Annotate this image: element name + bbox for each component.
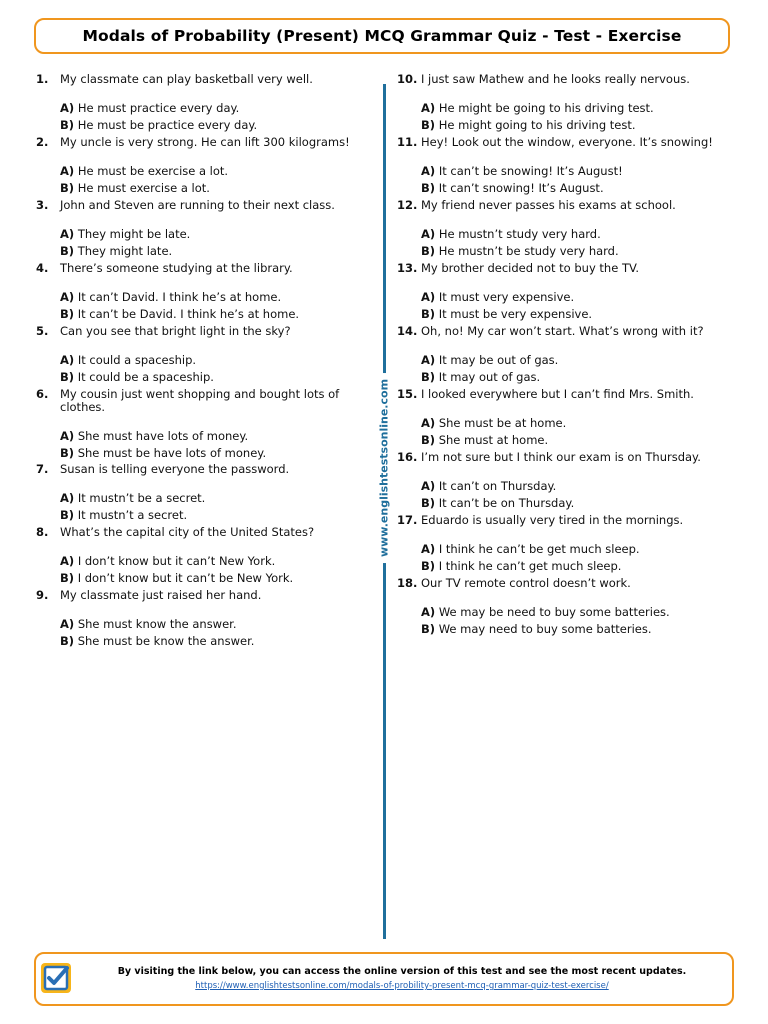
option-b[interactable] xyxy=(421,306,727,323)
option-a-text: We may be need to buy some batteries. xyxy=(438,605,670,619)
option-a-text: She must know the answer. xyxy=(77,617,237,631)
option-b-label: B) xyxy=(421,369,436,384)
option-a-label: A) xyxy=(60,290,75,304)
question-number: 17. xyxy=(397,513,418,527)
option-b-label: B) xyxy=(421,306,436,321)
option-a-label: A) xyxy=(421,164,436,178)
side-url: www.englishtestsonline.com xyxy=(378,373,391,563)
question-text: Oh, no! My car won’t start. What’s wrong with it? xyxy=(421,324,704,338)
question-9 xyxy=(36,589,366,652)
question-text: I looked everywhere but I can’t find Mrs. Smith. xyxy=(421,387,694,401)
option-b[interactable] xyxy=(60,369,366,386)
option-a-label: A) xyxy=(60,429,75,443)
option-a-text: He must practice every day. xyxy=(77,101,240,115)
option-a[interactable] xyxy=(421,415,727,432)
option-b-label: B) xyxy=(60,633,75,648)
option-b[interactable] xyxy=(421,180,727,197)
question-10 xyxy=(397,73,727,136)
options xyxy=(397,100,727,133)
question-row xyxy=(36,199,366,212)
option-b[interactable] xyxy=(60,570,366,587)
option-b-label: B) xyxy=(421,621,436,636)
option-b[interactable] xyxy=(60,633,366,650)
option-b-text: I don’t know but it can’t be New York. xyxy=(77,570,294,585)
option-a-label: A) xyxy=(421,605,436,619)
question-row xyxy=(397,136,727,149)
footer-link[interactable]: https://www.englishtestsonline.com/modals-of-probility-present-mcq-grammar-quiz-test-exercise/ xyxy=(195,981,609,991)
question-text: John and Steven are running to their next class. xyxy=(60,198,335,212)
option-a-text: It must very expensive. xyxy=(438,290,575,304)
question-number: 12. xyxy=(397,198,418,212)
option-a-label: A) xyxy=(421,101,436,115)
question-number: 15. xyxy=(397,387,418,401)
option-a[interactable] xyxy=(60,352,366,369)
option-b-label: B) xyxy=(421,243,436,258)
question-number: 1. xyxy=(36,72,49,86)
options xyxy=(36,616,366,649)
options xyxy=(397,604,727,637)
question-12 xyxy=(397,199,727,262)
option-a-text: It can’t on Thursday. xyxy=(438,479,557,493)
option-a[interactable] xyxy=(60,616,366,633)
option-b-label: B) xyxy=(60,369,75,384)
question-number: 11. xyxy=(397,135,418,149)
options xyxy=(36,352,366,385)
question-text: My classmate can play basketball very well. xyxy=(60,72,313,86)
question-text: Susan is telling everyone the password. xyxy=(60,462,290,476)
option-a[interactable] xyxy=(421,163,727,180)
options xyxy=(397,478,727,511)
option-b-label: B) xyxy=(60,306,75,321)
option-b[interactable] xyxy=(421,117,727,134)
options xyxy=(36,163,366,196)
option-b[interactable] xyxy=(60,180,366,197)
option-a-label: A) xyxy=(60,554,75,568)
options xyxy=(397,163,727,196)
option-b-text: It must be very expensive. xyxy=(438,306,593,321)
option-b-label: B) xyxy=(421,495,436,510)
option-b[interactable] xyxy=(60,117,366,134)
option-b-text: She must be know the answer. xyxy=(77,633,255,648)
question-18 xyxy=(397,577,727,640)
option-b[interactable] xyxy=(421,558,727,575)
option-b[interactable] xyxy=(421,369,727,386)
option-a-label: A) xyxy=(60,164,75,178)
options xyxy=(36,226,366,259)
question-row xyxy=(397,199,727,212)
question-text: My cousin just went shopping and bought lots of clothes. xyxy=(60,387,340,414)
left-column xyxy=(36,73,366,652)
option-a-text: It could a spaceship. xyxy=(77,353,197,367)
option-a[interactable] xyxy=(60,428,366,445)
option-b-text: He might going to his driving test. xyxy=(438,117,636,132)
option-a-text: It can’t David. I think he’s at home. xyxy=(77,290,282,304)
option-b-text: It may out of gas. xyxy=(438,369,541,384)
option-a-text: I don’t know but it can’t New York. xyxy=(77,554,276,568)
question-number: 10. xyxy=(397,72,418,86)
option-a-text: It mustn’t be a secret. xyxy=(77,491,206,505)
question-row xyxy=(397,262,727,275)
question-text: Hey! Look out the window, everyone. It’s snowing! xyxy=(421,135,713,149)
question-row xyxy=(397,577,727,590)
question-row xyxy=(36,526,366,539)
option-a[interactable] xyxy=(421,289,727,306)
option-a-label: A) xyxy=(60,491,75,505)
option-a[interactable] xyxy=(421,352,727,369)
option-a-text: I think he can’t be get much sleep. xyxy=(438,542,640,556)
question-1 xyxy=(36,73,366,136)
option-a-text: He must be exercise a lot. xyxy=(77,164,229,178)
question-17 xyxy=(397,514,727,577)
question-14 xyxy=(397,325,727,388)
option-a[interactable] xyxy=(60,163,366,180)
option-b-text: It can’t be David. I think he’s at home. xyxy=(77,306,300,321)
question-number: 18. xyxy=(397,576,418,590)
option-a-label: A) xyxy=(60,617,75,631)
option-b[interactable] xyxy=(60,445,366,462)
question-number: 5. xyxy=(36,324,49,338)
question-15 xyxy=(397,388,727,451)
question-row xyxy=(36,463,366,476)
question-text: My uncle is very strong. He can lift 300 kilograms! xyxy=(60,135,350,149)
option-b-label: B) xyxy=(60,507,75,522)
question-row xyxy=(397,514,727,527)
option-b-label: B) xyxy=(60,445,75,460)
question-11 xyxy=(397,136,727,199)
option-b-text: I think he can’t get much sleep. xyxy=(438,558,622,573)
option-b-label: B) xyxy=(60,243,75,258)
option-b[interactable] xyxy=(60,507,366,524)
option-b[interactable] xyxy=(60,306,366,323)
option-a-label: A) xyxy=(421,479,436,493)
question-text: What’s the capital city of the United States? xyxy=(60,525,315,539)
checkbox-icon xyxy=(40,962,72,994)
question-number: 4. xyxy=(36,261,49,275)
options xyxy=(397,415,727,448)
question-text: Can you see that bright light in the sky? xyxy=(60,324,291,338)
question-number: 6. xyxy=(36,387,49,401)
option-b-text: It could be a spaceship. xyxy=(77,369,214,384)
option-b[interactable] xyxy=(421,432,727,449)
question-text: My classmate just raised her hand. xyxy=(60,588,262,602)
question-text: My friend never passes his exams at school. xyxy=(421,198,676,212)
question-8 xyxy=(36,526,366,589)
question-4 xyxy=(36,262,366,325)
option-b-label: B) xyxy=(421,432,436,447)
option-a-label: A) xyxy=(421,416,436,430)
option-a[interactable] xyxy=(421,100,727,117)
option-a-text: She must be at home. xyxy=(438,416,567,430)
options xyxy=(36,490,366,523)
option-a-text: They might be late. xyxy=(77,227,191,241)
question-number: 14. xyxy=(397,324,418,338)
right-column xyxy=(397,73,727,640)
options xyxy=(397,289,727,322)
question-row xyxy=(36,136,366,149)
option-b-text: He must be practice every day. xyxy=(77,117,258,132)
question-13 xyxy=(397,262,727,325)
options xyxy=(397,226,727,259)
question-row xyxy=(36,325,366,338)
option-b-text: She must be have lots of money. xyxy=(77,445,267,460)
question-row xyxy=(36,388,366,414)
option-a-text: He mustn’t study very hard. xyxy=(438,227,601,241)
option-b-text: She must at home. xyxy=(438,432,549,447)
option-a[interactable] xyxy=(60,100,366,117)
options xyxy=(36,289,366,322)
option-b-text: It can’t snowing! It’s August. xyxy=(438,180,604,195)
option-b-label: B) xyxy=(421,180,436,195)
option-b-label: B) xyxy=(421,558,436,573)
footer-box xyxy=(34,952,734,1006)
option-b-label: B) xyxy=(60,117,75,132)
options xyxy=(397,352,727,385)
option-b-text: It can’t be on Thursday. xyxy=(438,495,575,510)
option-a-label: A) xyxy=(421,290,436,304)
question-2 xyxy=(36,136,366,199)
question-number: 3. xyxy=(36,198,49,212)
question-row xyxy=(397,325,727,338)
question-5 xyxy=(36,325,366,388)
option-b-label: B) xyxy=(60,180,75,195)
option-a-label: A) xyxy=(421,542,436,556)
option-b-label: B) xyxy=(421,117,436,132)
option-a-label: A) xyxy=(421,227,436,241)
option-b-text: He must exercise a lot. xyxy=(77,180,210,195)
page-title: Modals of Probability (Present) MCQ Grammar Quiz - Test - Exercise xyxy=(82,27,682,45)
question-row xyxy=(36,73,366,86)
question-number: 16. xyxy=(397,450,418,464)
option-b-label: B) xyxy=(60,570,75,585)
option-b-text: We may need to buy some batteries. xyxy=(438,621,652,636)
option-a-label: A) xyxy=(421,353,436,367)
option-a-text: It may be out of gas. xyxy=(438,353,559,367)
option-b[interactable] xyxy=(60,243,366,260)
question-number: 13. xyxy=(397,261,418,275)
option-a[interactable] xyxy=(421,604,727,621)
option-a-text: She must have lots of money. xyxy=(77,429,249,443)
option-b-text: It mustn’t a secret. xyxy=(77,507,188,522)
option-a[interactable] xyxy=(60,226,366,243)
question-7 xyxy=(36,463,366,526)
question-text: My brother decided not to buy the TV. xyxy=(421,261,640,275)
question-text: Our TV remote control doesn’t work. xyxy=(421,576,631,590)
option-a-label: A) xyxy=(60,101,75,115)
option-b[interactable] xyxy=(421,621,727,638)
question-6 xyxy=(36,388,366,463)
option-b-text: He mustn’t be study very hard. xyxy=(438,243,619,258)
question-row xyxy=(397,388,727,401)
question-text: There’s someone studying at the library. xyxy=(60,261,293,275)
question-row xyxy=(397,451,727,464)
options xyxy=(36,428,366,461)
question-number: 8. xyxy=(36,525,49,539)
option-a[interactable] xyxy=(421,226,727,243)
options xyxy=(36,100,366,133)
question-row xyxy=(397,73,727,86)
question-text: I just saw Mathew and he looks really nervous. xyxy=(421,72,690,86)
options xyxy=(397,541,727,574)
title-box xyxy=(34,18,730,54)
option-a[interactable] xyxy=(421,478,727,495)
question-3 xyxy=(36,199,366,262)
options xyxy=(36,553,366,586)
option-a-text: It can’t be snowing! It’s August! xyxy=(438,164,623,178)
question-text: I’m not sure but I think our exam is on Thursday. xyxy=(421,450,701,464)
question-row xyxy=(36,262,366,275)
option-a[interactable] xyxy=(421,541,727,558)
option-a-label: A) xyxy=(60,353,75,367)
option-a[interactable] xyxy=(60,490,366,507)
option-a-text: He might be going to his driving test. xyxy=(438,101,654,115)
option-b[interactable] xyxy=(421,495,727,512)
question-16 xyxy=(397,451,727,514)
option-a[interactable] xyxy=(60,289,366,306)
question-number: 7. xyxy=(36,462,49,476)
option-b[interactable] xyxy=(421,243,727,260)
question-number: 2. xyxy=(36,135,49,149)
option-a[interactable] xyxy=(60,553,366,570)
footer-text: By visiting the link below, you can access the online version of this test and see the most recent updates. xyxy=(117,966,687,977)
question-row xyxy=(36,589,366,602)
question-text: Eduardo is usually very tired in the mornings. xyxy=(421,513,684,527)
option-a-label: A) xyxy=(60,227,75,241)
option-b-text: They might late. xyxy=(77,243,173,258)
question-number: 9. xyxy=(36,588,49,602)
